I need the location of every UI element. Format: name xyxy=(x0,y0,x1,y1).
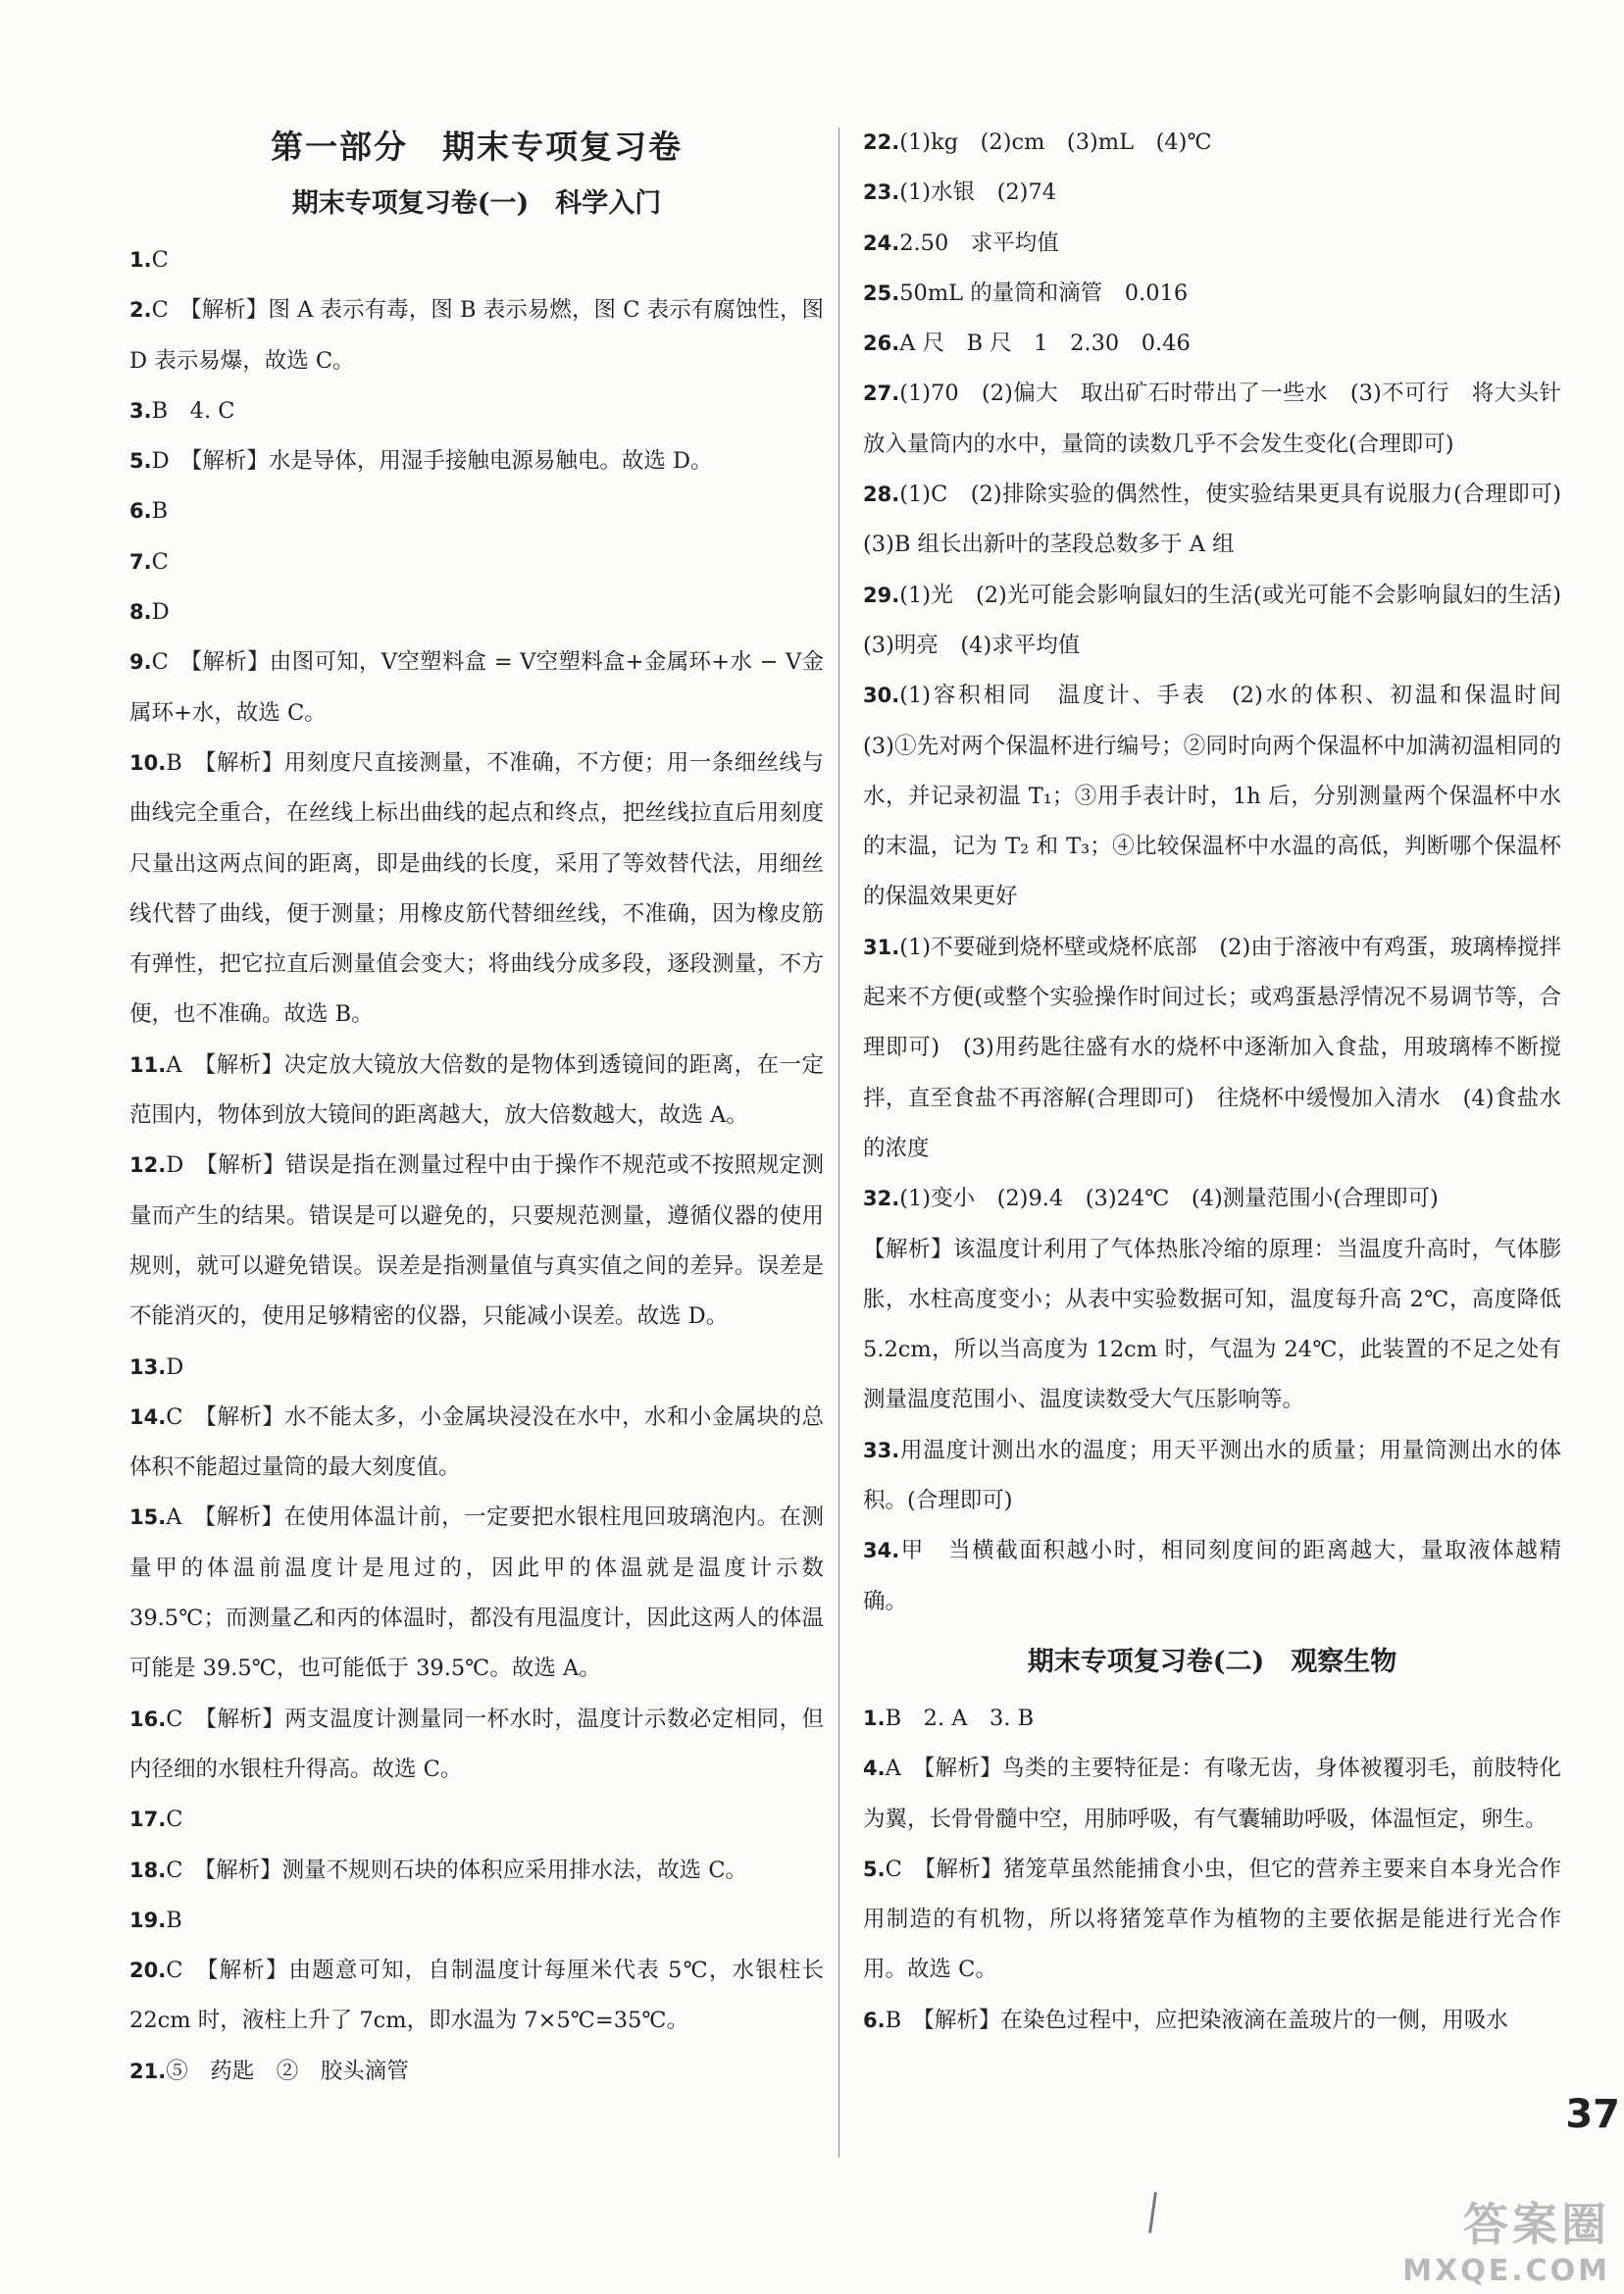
scan-mark xyxy=(1148,2192,1157,2233)
answer-text: ⑤ 药匙 ② 胶头滴管 xyxy=(166,2058,409,2084)
answer-item xyxy=(129,1695,824,1796)
answer-text: C 【解析】水不能太多，小金属块浸没在水中，水和小金属块的总体积不能超过量筒的最大刻度值。 xyxy=(129,1403,824,1481)
answer-number: 20. xyxy=(129,1959,167,1983)
answer-text: A 【解析】鸟类的主要特征是：有喙无齿，身体被覆羽毛，前肢特化为翼，长骨骨髓中空，用肺呼吸，有气囊辅助呼吸，体温恒定，卵生。 xyxy=(863,1756,1561,1832)
answer-number: 10. xyxy=(129,750,167,775)
answer-number: 24. xyxy=(863,230,900,255)
answer-item xyxy=(129,537,824,587)
answer-item xyxy=(129,1343,824,1393)
section-title-2: 期末专项复习卷(二) 观察生物 xyxy=(1027,1646,1397,1677)
left-column xyxy=(129,118,824,2097)
answer-item xyxy=(129,1846,824,1896)
answer-list-right-1 xyxy=(863,118,1584,1627)
answer-number: 17. xyxy=(129,1808,167,1832)
answer-text: B xyxy=(166,1907,182,1933)
answer-text: 2.50 求平均值 xyxy=(899,229,1059,256)
answer-text: B 【解析】在染色过程中，应把染液滴在盖玻片的一侧，用吸水 xyxy=(885,2007,1508,2033)
answer-text: C 【解析】测量不规则石块的体积应采用排水法，故选 C。 xyxy=(166,1857,748,1883)
answer-text: A 尺 B 尺 1 2.30 0.46 xyxy=(899,331,1191,357)
answer-text: (1)kg (2)cm (3)mL (4)℃ xyxy=(899,129,1212,155)
answer-item xyxy=(863,1426,1561,1527)
answer-item xyxy=(129,1141,824,1342)
answer-text: C 【解析】两支温度计测量同一杯水时，温度计示数必定相同，但内径细的水银柱升得高。故选 C。 xyxy=(129,1706,824,1782)
watermark-logo xyxy=(1402,2189,1610,2288)
answer-number: 34. xyxy=(863,1539,900,1563)
part-title: 第一部分 期末专项复习卷 xyxy=(271,127,683,166)
answer-item xyxy=(863,671,1584,922)
answer-text: D xyxy=(166,1353,184,1380)
answer-text: B 【解析】用刻度尺直接测量，不准确，不方便；用一条细丝线与曲线完全重合，在丝线上标出曲线的起点和终点，把丝线拉直后用刻度尺量出这两点间的距离，即是曲线的长度，采用了等效替代法，用细丝线代替了曲线，便于测量；用橡皮筋代替细丝线，不准确，因为橡皮筋有弹性，把它拉直后测量值会变大；将曲线分成多段，逐段测量，不方便，也不准确。故选 B。 xyxy=(129,749,824,1028)
answer-item xyxy=(863,1996,1561,2046)
answer-number: 5. xyxy=(863,1857,886,1881)
answer-item xyxy=(863,1225,1561,1426)
answer-item xyxy=(863,1526,1561,1627)
watermark-url: MXQE.COM xyxy=(1402,2254,1610,2288)
answer-item xyxy=(863,319,1561,369)
answer-text: (1)C (2)排除实验的偶然性，使实验结果更具有说服力(合理即可) (3)B 组长出新叶的茎段总数多于 A 组 xyxy=(863,482,1584,558)
answer-text: (1)容积相同 温度计、手表 (2)水的体积、初温和保温时间 (3)①先对两个保温杯进行编号；②同时向两个保温杯中加满初温相同的水，并记录初温 T₁；③用手表计时，1h 后，分别测量两个保温杯中水的末温，记为 T₂ 和 T₃；④比较保温杯中水温的高低，判断哪个保温杯的保温效果更好 xyxy=(863,683,1584,910)
section-title-1: 期末专项复习卷(一) 科学入门 xyxy=(291,188,662,219)
answer-number: 14. xyxy=(129,1404,167,1429)
answer-item xyxy=(863,470,1584,571)
answer-item xyxy=(129,637,824,739)
answer-item xyxy=(129,285,824,386)
answer-item xyxy=(863,1694,1561,1744)
answer-text: (1)光 (2)光可能会影响鼠妇的生活(或光可能不会影响鼠妇的生活) (3)明亮 (4)求平均值 xyxy=(863,582,1584,658)
answer-item xyxy=(129,386,824,436)
answer-number: 13. xyxy=(129,1354,167,1379)
answer-text: C 【解析】猪笼草虽然能捕食小虫，但它的营养主要来自本身光合作用制造的有机物，所以将猪笼草作为植物的主要依据是能进行光合作用。故选 C。 xyxy=(863,1856,1561,1983)
answer-text: A 【解析】在使用体温计前，一定要把水银柱甩回玻璃泡内。在测量甲的体温前温度计是甩过的，因此甲的体温就是温度计示数 39.5℃；而测量乙和丙的体温时，都没有甩温度计，因此这两人的体温可能是 39.5℃，也可能低于 39.5℃。故选 A。 xyxy=(129,1504,824,1682)
answer-number: 4. xyxy=(863,1757,886,1781)
answer-item xyxy=(129,1795,824,1845)
answer-item xyxy=(129,1946,824,2047)
answer-text: (1)70 (2)偏大 取出矿石时带出了一些水 (3)不可行 将大头针放入量筒内的水中，量筒的读数几乎不会发生变化(合理即可) xyxy=(863,381,1561,457)
answer-text: (1)不要碰到烧杯壁或烧杯底部 (2)由于溶液中有鸡蛋，玻璃棒搅拌起来不方便(或整个实验操作时间过长；或鸡蛋悬浮情况不易调节等，合理即可) (3)用药匙往盛有水的烧杯中逐渐加入食盐，用玻璃棒不断搅拌，直至食盐不再溶解(合理即可) 往烧杯中缓慢加入清水 (4)食盐水的浓度 xyxy=(863,934,1561,1161)
answer-item xyxy=(129,436,824,486)
right-column xyxy=(863,118,1584,2046)
answer-number: 1. xyxy=(863,1706,886,1730)
answer-number: 7. xyxy=(129,549,152,574)
answer-number: 16. xyxy=(129,1707,167,1731)
answer-list-left xyxy=(129,235,824,2097)
answer-number: 29. xyxy=(863,583,900,607)
answer-text: 甲 当横截面积越小时，相同刻度间的距离越大，量取液体越精确。 xyxy=(863,1538,1561,1614)
answer-item xyxy=(863,219,1561,269)
answer-number: 2. xyxy=(129,298,152,323)
answer-number: 26. xyxy=(863,331,900,356)
answer-number: 6. xyxy=(129,499,152,524)
answer-number: 5. xyxy=(129,449,152,474)
page-number: 37 xyxy=(1565,2092,1620,2137)
answer-number: 30. xyxy=(863,684,900,708)
answer-text: 用温度计测出水的温度；用天平测出水的质量；用量筒测出水的体积。(合理即可) xyxy=(863,1437,1561,1514)
answer-number: 25. xyxy=(863,280,900,305)
answer-list-right-2 xyxy=(863,1694,1561,2046)
answer-item xyxy=(129,235,824,285)
answer-item xyxy=(863,1845,1561,1996)
answer-text: 50mL 的量筒和滴管 0.016 xyxy=(899,280,1189,306)
answer-item xyxy=(129,1896,824,1946)
answer-text: D xyxy=(151,599,170,626)
answer-text: C xyxy=(166,1807,183,1833)
answer-number: 19. xyxy=(129,1908,167,1932)
answer-number: 31. xyxy=(863,935,900,959)
answer-number: 32. xyxy=(863,1187,900,1211)
answer-number: 11. xyxy=(129,1052,167,1077)
answer-text: (1)水银 (2)74 xyxy=(899,179,1057,206)
answer-number: 18. xyxy=(129,1858,167,1882)
answer-item xyxy=(863,571,1584,672)
answer-text: B xyxy=(151,498,169,525)
answer-item xyxy=(863,923,1561,1174)
answer-item xyxy=(863,168,1561,218)
column-divider xyxy=(838,127,839,2158)
answer-text: C xyxy=(151,548,169,575)
answer-number: 3. xyxy=(129,398,152,423)
answer-item xyxy=(129,1041,824,1142)
answer-item xyxy=(129,1393,824,1494)
answer-number: 22. xyxy=(863,130,900,154)
answer-number: 21. xyxy=(129,2059,167,2083)
answer-number: 6. xyxy=(863,2008,886,2032)
answer-text: (1)变小 (2)9.4 (3)24℃ (4)测量范围小(合理即可) xyxy=(899,1186,1439,1212)
answer-number: 1. xyxy=(129,248,152,272)
answer-item xyxy=(863,269,1561,319)
answer-text: D 【解析】水是导体，用湿手接触电源易触电。故选 D。 xyxy=(151,448,713,475)
answer-number: 23. xyxy=(863,180,900,205)
watermark-text: 答案圈 xyxy=(1463,2198,1610,2251)
answer-item xyxy=(863,1744,1561,1845)
answer-text: C xyxy=(151,247,169,273)
answer-text: D 【解析】错误是指在测量过程中由于操作不规范或不按照规定测量而产生的结果。错误是可以避免的，只要规范测量，遵循仪器的使用规则，就可以避免错误。误差是指测量值与真实值之间的差异。误差是不能消灭的，使用足够精密的仪器，只能减小误差。故选 D。 xyxy=(129,1152,824,1330)
answer-item xyxy=(129,1493,824,1694)
answer-text: A 【解析】决定放大镜放大倍数的是物体到透镜间的距离，在一定范围内，物体到放大镜间的距离越大，放大倍数越大，故选 A。 xyxy=(129,1051,824,1129)
answer-number: 8. xyxy=(129,600,152,625)
answer-text: C 【解析】由题意可知，自制温度计每厘米代表 5℃，水银柱长 22cm 时，液柱上升了 7cm，即水温为 7×5℃=35℃。 xyxy=(129,1958,824,2034)
answer-number: 15. xyxy=(129,1505,167,1530)
answer-number: 9. xyxy=(129,650,152,675)
answer-text: B 2. A 3. B xyxy=(885,1705,1035,1731)
answer-text: C 【解析】图 A 表示有毒，图 B 表示易燃，图 C 表示有腐蚀性，图 D 表示易爆，故选 C。 xyxy=(129,297,824,374)
answer-item xyxy=(129,587,824,637)
answer-number: 28. xyxy=(863,483,900,507)
answer-item xyxy=(863,1174,1561,1224)
answer-text: 【解析】该温度计利用了气体热胀冷缩的原理：当温度升高时，气体膨胀，水柱高度变小；从表中实验数据可知，温度每升高 2℃，高度降低 5.2cm，所以当高度为 12cm 时，气温为 24℃，此装置的不足之处有测量温度范围小、温度读数受大气压影响等。 xyxy=(863,1236,1561,1413)
answer-text: B 4. C xyxy=(151,397,235,424)
answer-item xyxy=(129,486,824,536)
answer-number: 33. xyxy=(863,1438,900,1462)
answer-item xyxy=(863,369,1561,470)
answer-item xyxy=(863,118,1561,168)
answer-text: C 【解析】由图可知，V空塑料盒 = V空塑料盒+金属环+水 − V金属环+水，故选 C。 xyxy=(129,649,824,726)
answer-item xyxy=(129,2047,824,2097)
answer-item xyxy=(129,739,824,1041)
answer-number: 27. xyxy=(863,382,900,406)
answer-number: 12. xyxy=(129,1153,167,1178)
